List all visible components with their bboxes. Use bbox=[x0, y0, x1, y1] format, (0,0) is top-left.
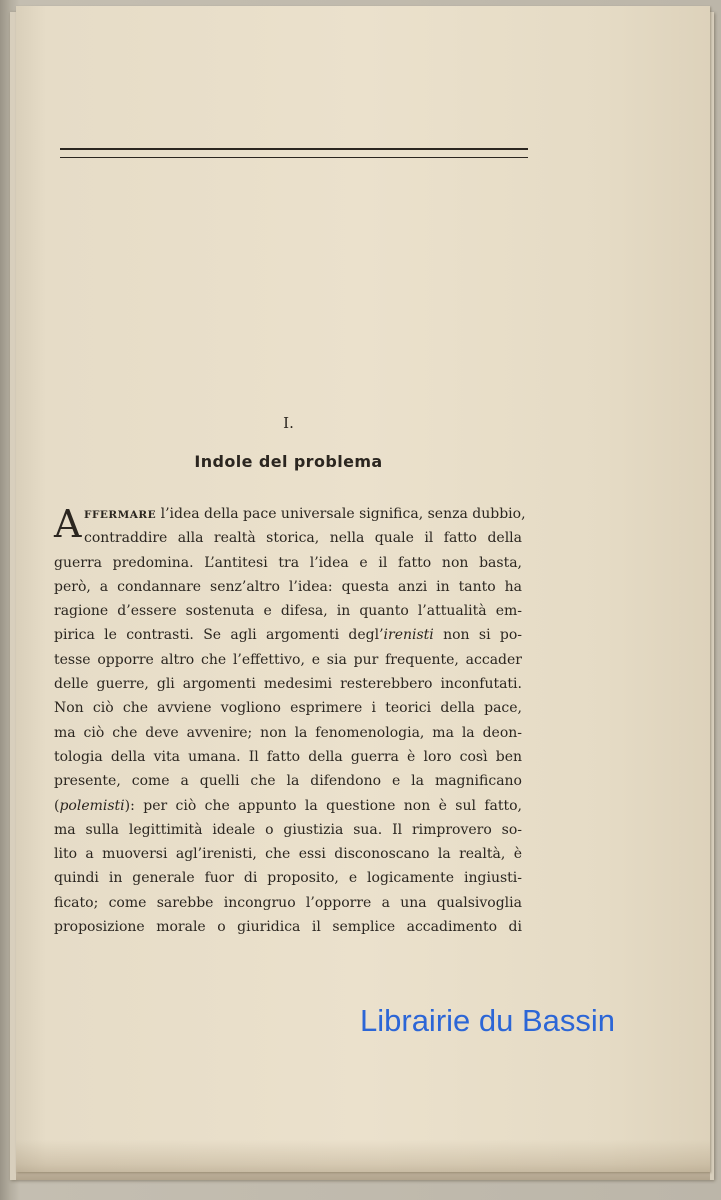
text-line: presente, come a quelli che la difendono e la magnificano bbox=[54, 773, 522, 790]
body-paragraph bbox=[54, 502, 526, 939]
header-rule-thin bbox=[60, 157, 528, 158]
text-line: quindi in generale fuor di proposito, e logicamente ingiusti- bbox=[54, 870, 522, 887]
text-line: ma ciò che deve avvenire; non la fenomenologia, ma la deon- bbox=[54, 724, 522, 741]
text-line: FFERMARE l’idea della pace universale significa, senza dubbio, bbox=[84, 506, 526, 522]
text-line: ma sulla legittimità ideale o giustizia sua. Il rimprovero so- bbox=[54, 821, 522, 838]
text-line: Non ciò che avviene vogliono esprimere i teorici della pace, bbox=[54, 700, 522, 717]
header-rule-thick bbox=[60, 148, 528, 150]
page-shadow bbox=[16, 1140, 710, 1180]
italic-term: irenisti bbox=[383, 627, 434, 644]
text-line: proposizione morale o giuridica il semplice accadimento di bbox=[54, 919, 522, 936]
text-line: lito a muoversi agl’irenisti, che essi disconoscano la realtà, è bbox=[54, 846, 522, 863]
text-line: contraddire alla realtà storica, nella quale il fatto della bbox=[84, 530, 522, 547]
text-line: tologia della vita umana. Il fatto della guerra è loro così ben bbox=[54, 748, 522, 765]
chapter-title: Indole del problema bbox=[194, 452, 383, 471]
text-line: tesse opporre altro che l’effettivo, e sia pur frequente, accader bbox=[54, 651, 522, 668]
text-line: (polemisti): per ciò che appunto la questione non è sul fatto, bbox=[54, 797, 522, 814]
text-line: delle guerre, gli argomenti medesimi resterebbero inconfutati. bbox=[54, 676, 522, 693]
text-line: ficato; come sarebbe incongruo l’opporre a una qualsivoglia bbox=[54, 894, 522, 911]
text-line: però, a condannare senz’altro l’idea: questa anzi in tanto ha bbox=[54, 578, 522, 595]
text-line: guerra predomina. L’antitesi tra l’idea e il fatto non basta, bbox=[54, 554, 522, 571]
italic-term: polemisti bbox=[59, 797, 125, 814]
drop-cap: A bbox=[54, 502, 82, 546]
text-line: pirica le contrasti. Se agli argomenti degl’irenisti non si po- bbox=[54, 627, 522, 644]
text-line: ragione d’essere sostenuta e difesa, in quanto l’attualità em- bbox=[54, 603, 522, 620]
chapter-number: I. bbox=[283, 414, 294, 432]
small-caps-word: FFERMARE bbox=[84, 509, 157, 521]
watermark-text: Librairie du Bassin bbox=[360, 1003, 616, 1038]
